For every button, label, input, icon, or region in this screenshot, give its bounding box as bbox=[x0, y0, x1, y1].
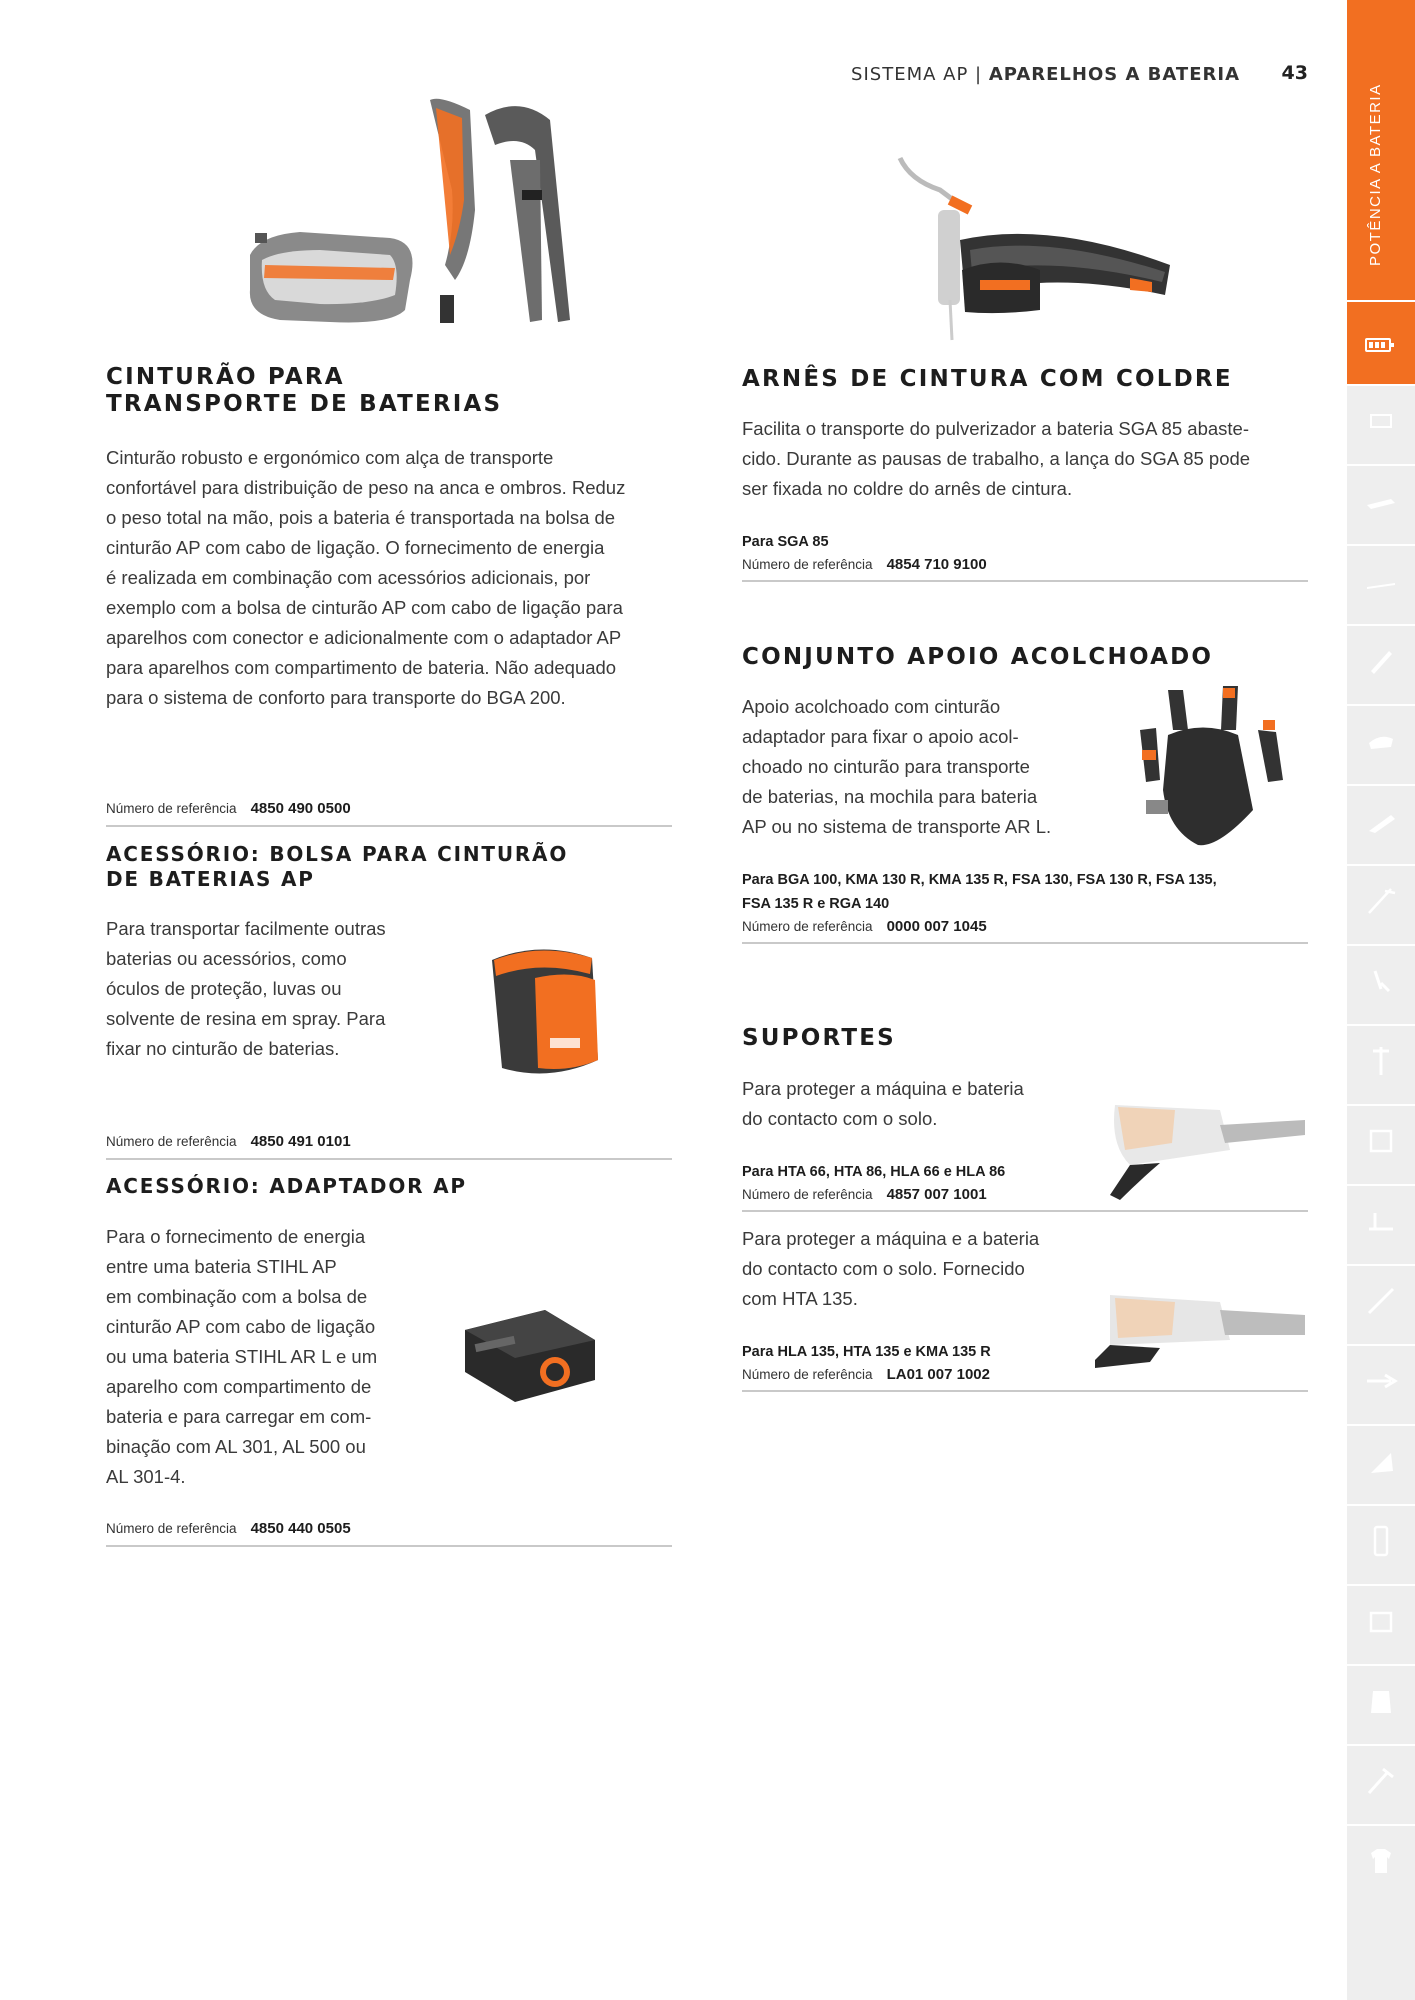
blower-icon bbox=[1361, 721, 1401, 765]
section-name: SISTEMA AP bbox=[851, 64, 969, 85]
harness-title: ARNÊS DE CINTURA COM COLDRE bbox=[742, 366, 1233, 392]
sidebar-label: POTÊNCIA A BATERIA bbox=[1367, 83, 1384, 266]
toolbox-icon bbox=[1361, 1601, 1401, 1645]
support-2-description bbox=[742, 1224, 1102, 1314]
belt-title bbox=[106, 364, 502, 418]
reference-number: 4854 710 9100 bbox=[886, 556, 987, 573]
text-line: bateria e para carregar em com- bbox=[106, 1406, 372, 1427]
battery-pouch-image bbox=[480, 940, 620, 1090]
text-line: o peso total na mão, pois a bateria é transportada na bolsa de bbox=[106, 507, 616, 528]
battery-belt-image bbox=[240, 90, 620, 350]
pouch-reference bbox=[106, 1133, 351, 1150]
battery-icon bbox=[1365, 338, 1391, 352]
divider bbox=[106, 825, 672, 827]
sidebar-item-battery-pack[interactable] bbox=[1347, 384, 1415, 460]
text-line: Para transportar facilmente outras bbox=[106, 918, 386, 939]
backpack-sprayer-icon bbox=[1361, 1441, 1401, 1485]
grass-trimmer-icon bbox=[1361, 1281, 1401, 1325]
compatibility-line: Para BGA 100, KMA 130 R, KMA 135 R, FSA 130, FSA 130 R, FSA 135, bbox=[742, 872, 1217, 888]
support-1-image bbox=[1100, 1095, 1310, 1205]
belt-title-line: CINTURÃO PARA bbox=[106, 364, 345, 390]
sidebar-item-tshirt[interactable] bbox=[1347, 1824, 1415, 1900]
drill-icon bbox=[1361, 1361, 1401, 1405]
text-line: aparelho com compartimento de bbox=[106, 1376, 372, 1397]
belt-description bbox=[106, 443, 686, 713]
divider bbox=[742, 580, 1308, 582]
text-line: com HTA 135. bbox=[742, 1288, 858, 1309]
text-line: exemplo com a bolsa de cinturão AP com cabo de ligação para bbox=[106, 597, 623, 618]
sidebar-item-lawnmower[interactable] bbox=[1347, 784, 1415, 860]
chainsaw-icon bbox=[1361, 481, 1401, 525]
chapter-name: APARELHOS A BATERIA bbox=[988, 64, 1240, 85]
text-line: Para proteger a máquina e a bateria bbox=[742, 1228, 1040, 1249]
pad-compatibility bbox=[742, 868, 1217, 916]
belt-reference bbox=[106, 800, 351, 817]
trimmer-icon bbox=[1361, 881, 1401, 925]
compatibility-line: FSA 135 R e RGA 140 bbox=[742, 896, 890, 912]
sidebar-active-section[interactable] bbox=[1347, 0, 1415, 384]
divider bbox=[106, 1545, 672, 1547]
sidebar-item-grass-trimmer[interactable] bbox=[1347, 1264, 1415, 1340]
reference-label: Número de referência bbox=[742, 919, 873, 934]
text-line: para o sistema de conforto para transporte do BGA 200. bbox=[106, 687, 566, 708]
sidebar-item-drill[interactable] bbox=[1347, 1344, 1415, 1420]
text-line: cido. Durante as pausas de trabalho, a lança do SGA 85 pode bbox=[742, 448, 1251, 469]
sidebar-item-axe[interactable] bbox=[1347, 1744, 1415, 1820]
text-line: fixar no cinturão de baterias. bbox=[106, 1038, 340, 1059]
text-line: cinturão AP com cabo de ligação. O fornecimento de energia bbox=[106, 537, 605, 558]
reference-label: Número de referência bbox=[106, 1134, 237, 1149]
text-line: Para o fornecimento de energia bbox=[106, 1226, 366, 1247]
harness-compatibility: Para SGA 85 bbox=[742, 534, 829, 550]
hedge-trimmer-icon bbox=[1361, 1201, 1401, 1245]
pad-reference bbox=[742, 918, 987, 935]
sidebar-item-phone[interactable] bbox=[1347, 1504, 1415, 1580]
divider bbox=[742, 1390, 1308, 1392]
pad-description bbox=[742, 692, 1082, 842]
sidebar bbox=[1347, 0, 1415, 2000]
sidebar-item-trimmer[interactable] bbox=[1347, 864, 1415, 940]
text-line: solvente de resina em spray. Para bbox=[106, 1008, 386, 1029]
shredder-icon bbox=[1361, 1121, 1401, 1165]
support-1-compatibility: Para HTA 66, HTA 86, HLA 66 e HLA 86 bbox=[742, 1164, 1006, 1180]
text-line: cinturão AP com cabo de ligação bbox=[106, 1316, 376, 1337]
reference-number: 4850 490 0500 bbox=[250, 800, 351, 817]
support-2-compatibility: Para HLA 135, HTA 135 e KMA 135 R bbox=[742, 1344, 991, 1360]
text-line: confortável para distribuição de peso na anca e ombros. Reduz bbox=[106, 477, 626, 498]
text-line: em combinação com a bolsa de bbox=[106, 1286, 368, 1307]
adapter-reference bbox=[106, 1520, 351, 1537]
jacket-icon bbox=[1361, 1681, 1401, 1725]
header-separator: | bbox=[975, 64, 983, 85]
pad-title: CONJUNTO APOIO ACOLCHOADO bbox=[742, 644, 1214, 670]
sidebar-item-chainsaw[interactable] bbox=[1347, 464, 1415, 540]
lawnmower-icon bbox=[1361, 801, 1401, 845]
sidebar-divider bbox=[1347, 300, 1415, 302]
phone-icon bbox=[1361, 1521, 1401, 1565]
support-1-reference bbox=[742, 1186, 987, 1203]
reference-number: LA01 007 1002 bbox=[886, 1366, 990, 1383]
text-line: Cinturão robusto e ergonómico com alça de transporte bbox=[106, 447, 554, 468]
waist-harness-image bbox=[890, 150, 1180, 350]
text-line: de baterias, na mochila para bateria bbox=[742, 786, 1038, 807]
text-line: binação com AL 301, AL 500 ou bbox=[106, 1436, 366, 1457]
reference-label: Número de referência bbox=[742, 1187, 873, 1202]
sidebar-item-backpack-sprayer[interactable] bbox=[1347, 1424, 1415, 1500]
divider bbox=[742, 1210, 1308, 1212]
pouch-title-line: ACESSÓRIO: BOLSA PARA CINTURÃO bbox=[106, 842, 569, 866]
text-line: AL 301-4. bbox=[106, 1466, 186, 1487]
pouch-description bbox=[106, 914, 436, 1064]
divider bbox=[106, 1158, 672, 1160]
battery-pack-icon bbox=[1361, 401, 1401, 445]
axe-icon bbox=[1361, 1761, 1401, 1805]
tshirt-icon bbox=[1361, 1841, 1401, 1885]
text-line: para aparelhos com compartimento de bateria. Não adequado bbox=[106, 657, 617, 678]
text-line: adaptador para fixar o apoio acol- bbox=[742, 726, 1019, 747]
brush-icon bbox=[1361, 641, 1401, 685]
ap-adapter-image bbox=[455, 1300, 605, 1410]
pole-pruner-icon bbox=[1361, 561, 1401, 605]
sidebar-item-brush[interactable] bbox=[1347, 624, 1415, 700]
sidebar-item-jacket[interactable] bbox=[1347, 1664, 1415, 1740]
text-line: entre uma bateria STIHL AP bbox=[106, 1256, 337, 1277]
adapter-description bbox=[106, 1222, 436, 1492]
text-line: do contacto com o solo. Fornecido bbox=[742, 1258, 1025, 1279]
sidebar-item-sprayer[interactable] bbox=[1347, 944, 1415, 1020]
sprayer-icon bbox=[1361, 961, 1401, 1005]
reference-number: 4857 007 1001 bbox=[886, 1186, 987, 1203]
reference-label: Número de referência bbox=[106, 801, 237, 816]
support-1-description bbox=[742, 1074, 1082, 1134]
harness-reference bbox=[742, 556, 987, 573]
pouch-title bbox=[106, 842, 568, 892]
text-line: aparelhos com conector e adicionalmente com o adaptador AP bbox=[106, 627, 622, 648]
sidebar-item-hedge-trimmer[interactable] bbox=[1347, 1184, 1415, 1260]
text-line: ou uma bateria STIHL AR L e um bbox=[106, 1346, 378, 1367]
auger-icon bbox=[1361, 1041, 1401, 1085]
reference-number: 4850 491 0101 bbox=[250, 1133, 351, 1150]
text-line: baterias ou acessórios, como bbox=[106, 948, 347, 969]
pouch-title-line: DE BATERIAS AP bbox=[106, 867, 315, 891]
text-line: Apoio acolchoado com cinturão bbox=[742, 696, 1001, 717]
adapter-title: ACESSÓRIO: ADAPTADOR AP bbox=[106, 1174, 467, 1198]
sidebar-item-shredder[interactable] bbox=[1347, 1104, 1415, 1180]
text-line: Para proteger a máquina e bateria bbox=[742, 1078, 1024, 1099]
text-line: ser fixada no coldre do arnês de cintura. bbox=[742, 478, 1073, 499]
divider bbox=[742, 942, 1308, 944]
text-line: do contacto com o solo. bbox=[742, 1108, 938, 1129]
reference-label: Número de referência bbox=[742, 1367, 873, 1382]
running-head bbox=[760, 64, 1240, 85]
text-line: choado no cinturão para transporte bbox=[742, 756, 1030, 777]
support-2-reference bbox=[742, 1366, 990, 1383]
padded-support-image bbox=[1128, 680, 1298, 850]
text-line: é realizada em combinação com acessórios adicionais, por bbox=[106, 567, 591, 588]
belt-title-line: TRANSPORTE DE BATERIAS bbox=[106, 391, 503, 417]
page-number: 43 bbox=[1281, 62, 1308, 84]
text-line: Facilita o transporte do pulverizador a bateria SGA 85 abaste- bbox=[742, 418, 1249, 439]
sidebar-item-blower[interactable] bbox=[1347, 704, 1415, 780]
reference-label: Número de referência bbox=[106, 1521, 237, 1536]
support-2-image bbox=[1090, 1290, 1310, 1380]
sidebar-item-toolbox[interactable] bbox=[1347, 1584, 1415, 1660]
text-line: óculos de proteção, luvas ou bbox=[106, 978, 342, 999]
text-line: AP ou no sistema de transporte AR L. bbox=[742, 816, 1052, 837]
sidebar-item-auger[interactable] bbox=[1347, 1024, 1415, 1100]
reference-number: 0000 007 1045 bbox=[886, 918, 987, 935]
sidebar-item-pole-pruner[interactable] bbox=[1347, 544, 1415, 620]
reference-label: Número de referência bbox=[742, 557, 873, 572]
harness-description bbox=[742, 414, 1312, 504]
supports-title: SUPORTES bbox=[742, 1025, 896, 1051]
reference-number: 4850 440 0505 bbox=[250, 1520, 351, 1537]
